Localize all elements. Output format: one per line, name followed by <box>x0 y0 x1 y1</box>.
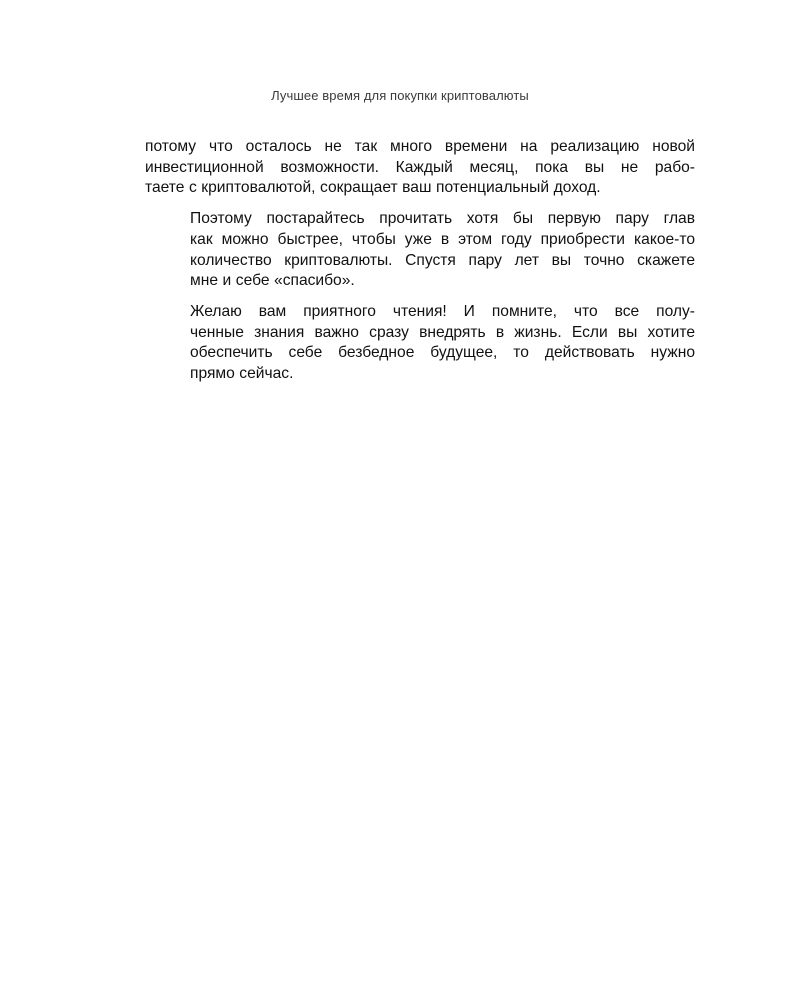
body-text <box>145 137 695 395</box>
paragraph-1 <box>145 137 695 199</box>
paragraph-line: количество криптовалюты. Спустя пару лет вы точно скажете <box>190 251 695 269</box>
paragraph-line: потому что осталось не так много времени на реализацию новой <box>145 138 695 155</box>
paragraph-line: обеспечить себе безбедное будущее, то действовать нужно <box>190 344 695 362</box>
paragraph-2 <box>145 209 695 292</box>
paragraph-line: мне и себе «спасибо». <box>190 272 355 290</box>
paragraph-line: как можно быстрее, чтобы уже в этом году приобрести какое-то <box>190 230 695 248</box>
paragraph-line: таете с криптовалютой, сокращает ваш потенциальный доход. <box>145 179 601 197</box>
running-header: Лучшее время для покупки криптовалюты <box>271 88 529 103</box>
paragraph-line: ченные знания важно сразу внедрять в жизнь. Если вы хотите <box>190 323 695 341</box>
paragraph-line: Желаю вам приятного чтения! И помните, что все полу- <box>190 302 695 320</box>
paragraph-line: прямо сейчас. <box>190 365 294 383</box>
paragraph-line: Поэтому постарайтесь прочитать хотя бы первую пару глав <box>190 210 695 228</box>
paragraph-line: инвестиционной возможности. Каждый месяц, пока вы не рабо- <box>145 158 695 176</box>
paragraph-3 <box>145 302 695 385</box>
